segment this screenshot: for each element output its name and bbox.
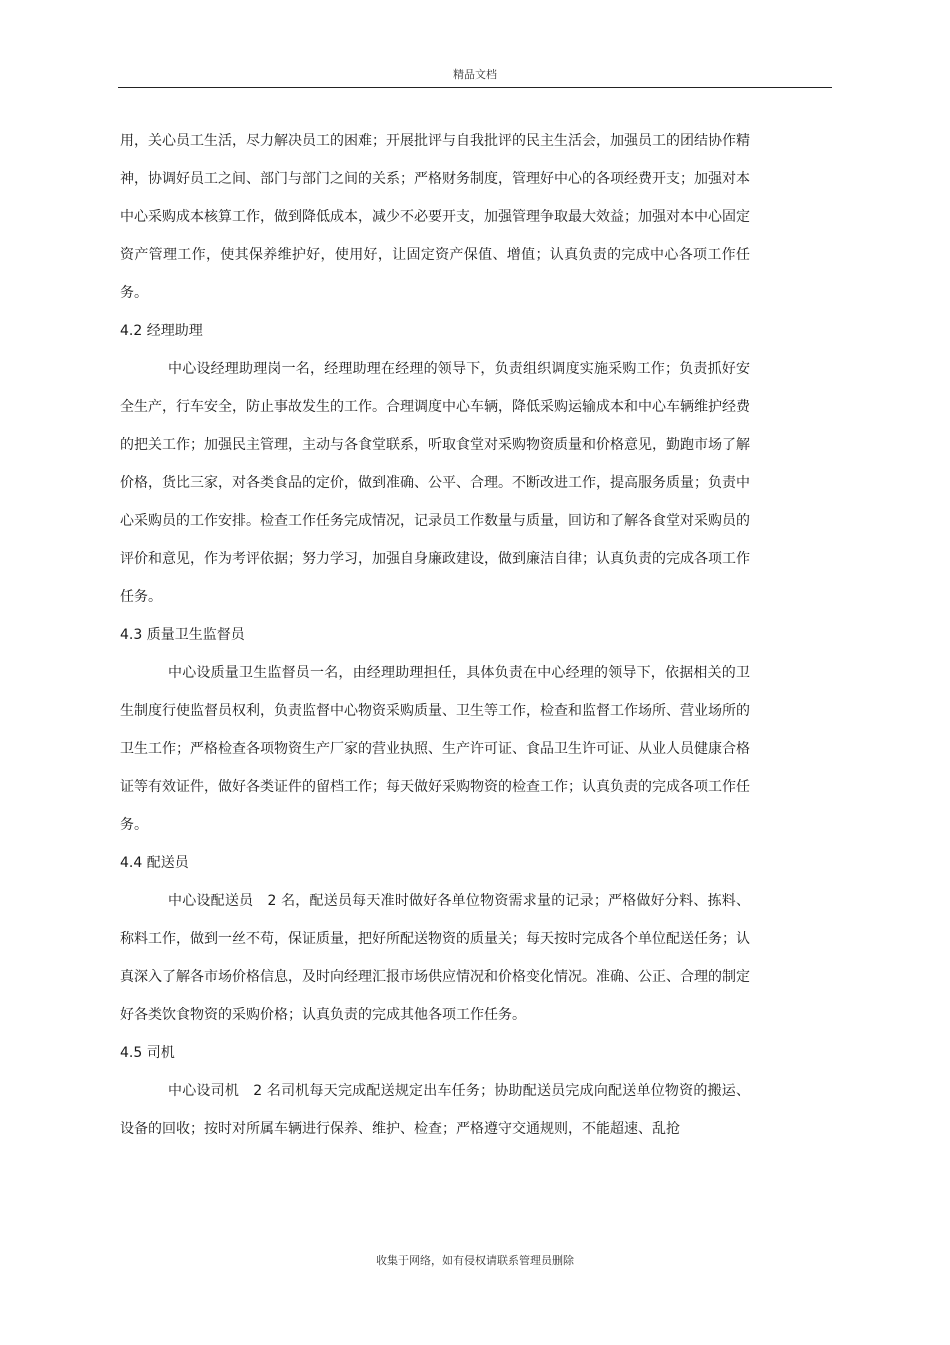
header-text: 精品文档 <box>453 68 497 81</box>
section-heading-4-3: 4.3 质量卫生监督员 <box>120 627 245 643</box>
paragraph-driver: 中心设司机 2 名司机每天完成配送规定出车任务；协助配送员完成向配送单位物资的搬运、设备的回收；按时对所属车辆进行保养、维护、检查；严格遵守交通规则，不能超速、乱抢 <box>120 1083 750 1137</box>
document-body <box>120 122 750 1148</box>
section-heading-4-5: 4.5 司机 <box>120 1045 175 1061</box>
section-heading-4-2: 4.2 经理助理 <box>120 323 203 339</box>
paragraph-manager-assistant: 中心设经理助理岗一名，经理助理在经理的领导下，负责组织调度实施采购工作；负责抓好安全生产，行车安全，防止事故发生的工作。合理调度中心车辆，降低采购运输成本和中心车辆维护经费的把关工作；加强民主管理，主动与各食堂联系，听取食堂对采购物资质量和价格意见，勤跑市场了解价格，货比三家，对各类食品的定价，做到准确、公平、合理。不断改进工作，提高服务质量；负责中心采购员的工作安排。检查工作任务完成情况，记录员工作数量与质量，回访和了解各食堂对采购员的评价和意见，作为考评依据；努力学习，加强自身廉政建设，做到廉洁自律；认真负责的完成各项工作任务。 <box>120 361 750 605</box>
section-heading-4-4: 4.4 配送员 <box>120 855 189 871</box>
page-header <box>118 0 832 88</box>
paragraph-continued: 用，关心员工生活，尽力解决员工的困难；开展批评与自我批评的民主生活会，加强员工的团结协作精神，协调好员工之间、部门与部门之间的关系；严格财务制度，管理好中心的各项经费开支；加强对本中心采购成本核算工作，做到降低成本，减少不必要开支，加强管理争取最大效益；加强对本中心固定资产管理工作，使其保养维护好，使用好，让固定资产保值、增值；认真负责的完成中心各项工作任务。 <box>120 133 750 301</box>
paragraph-quality-supervisor: 中心设质量卫生监督员一名，由经理助理担任，具体负责在中心经理的领导下，依据相关的卫生制度行使监督员权利，负责监督中心物资采购质量、卫生等工作，检查和监督工作场所、营业场所的卫生工作；严格检查各项物资生产厂家的营业执照、生产许可证、食品卫生许可证、从业人员健康合格证等有效证件，做好各类证件的留档工作；每天做好采购物资的检查工作；认真负责的完成各项工作任务。 <box>120 665 750 833</box>
page-footer: 收集于网络，如有侵权请联系管理员删除 <box>376 1254 574 1267</box>
paragraph-delivery-staff: 中心设配送员 2 名，配送员每天准时做好各单位物资需求量的记录；严格做好分料、拣料、称料工作，做到一丝不苟，保证质量，把好所配送物资的质量关；每天按时完成各个单位配送任务；认真深入了解各市场价格信息，及时向经理汇报市场供应情况和价格变化情况。准确、公正、合理的制定好各类饮食物资的采购价格；认真负责的完成其他各项工作任务。 <box>120 893 750 1023</box>
